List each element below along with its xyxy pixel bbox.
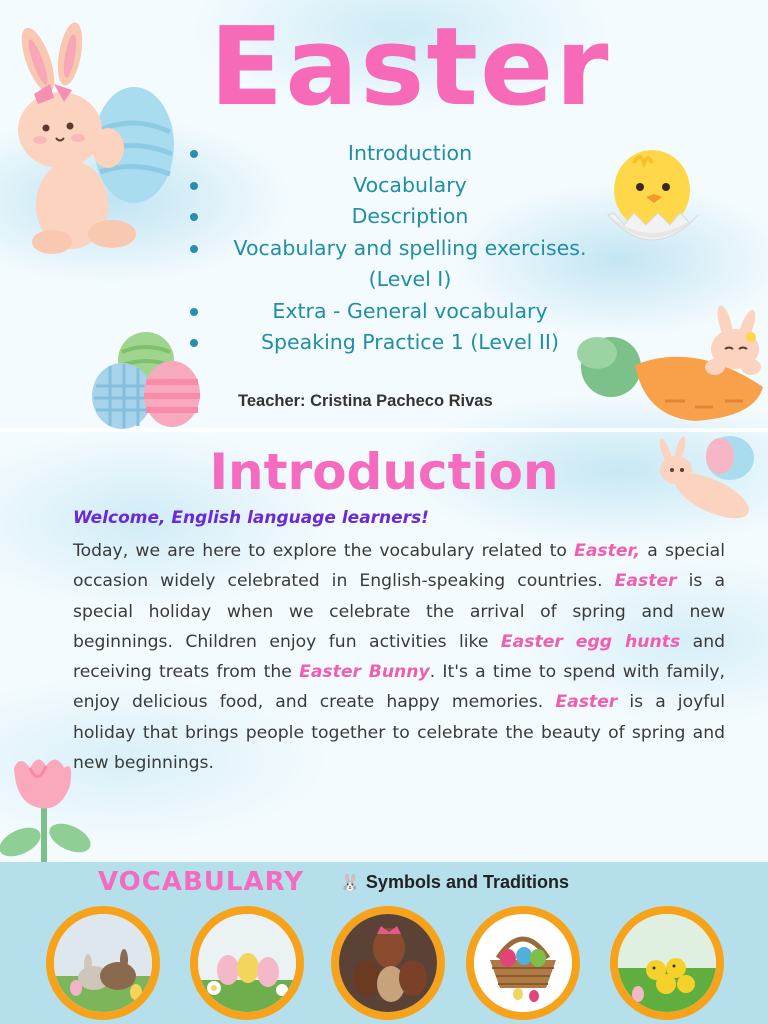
list-item: Speaking Practice 1 (Level II): [190, 327, 620, 359]
paragraph-text: Today, we are here to explore the vocabulary related to: [73, 541, 575, 561]
vocabulary-subtitle: [340, 868, 569, 898]
introduction-paragraph: [73, 536, 725, 778]
keyword: Easter Bunny: [299, 662, 430, 683]
bullet-icon: [190, 182, 198, 190]
welcome-text: Welcome, English language learners!: [73, 508, 429, 528]
list-item: Extra - General vocabulary: [190, 296, 620, 328]
teacher-name: Teacher: Cristina Pacheco Rivas: [238, 392, 493, 410]
list-item: Vocabulary and spelling exercises. (Level I): [190, 233, 620, 296]
vocabulary-subtitle-text: Symbols and Traditions: [365, 872, 569, 892]
paragraph-text: is a joyful holiday that brings people together to celebrate the beauty of spring and new beginnings.: [73, 692, 725, 774]
bullet-icon: [190, 308, 198, 316]
contents-list: [190, 138, 620, 359]
vocab-image-bunnies: [46, 906, 160, 1020]
bullet-icon: [190, 339, 198, 347]
paragraph-text: a special occasion widely celebrated in English-speaking countries.: [73, 541, 725, 592]
keyword: Easter egg hunts: [500, 631, 681, 652]
bullet-icon: [190, 150, 198, 158]
bunny-with-egg-illustration: [0, 20, 180, 260]
paragraph-text: and receiving treats from the: [73, 631, 725, 683]
rabbit-icon: 🐰: [340, 875, 360, 892]
vocab-image-chicks: [610, 906, 724, 1020]
vocabulary-heading: VOCABULARY: [98, 867, 305, 897]
bullet-icon: [190, 213, 198, 221]
vocab-image-eggs: [190, 906, 304, 1020]
bullet-icon: [190, 245, 198, 253]
keyword: Easter: [555, 692, 618, 713]
paragraph-text: is a special holiday when we celebrate the arrival of spring and new beginnings. Children enjoy fun activities like: [73, 571, 725, 652]
butterfly-bunny-illustration: [650, 428, 760, 523]
page-title: Easter: [209, 5, 611, 130]
list-item: Vocabulary: [190, 170, 620, 202]
list-item: Introduction: [190, 138, 620, 170]
list-item: Description: [190, 201, 620, 233]
keyword: Easter: [614, 571, 677, 592]
keyword: Easter,: [574, 541, 641, 561]
paragraph-text: . It's a time to spend with family, enjoy delicious food, and create happy memories.: [73, 662, 725, 713]
vocab-image-chocolate-eggs: [331, 906, 445, 1020]
vocab-image-basket: [466, 906, 580, 1020]
introduction-heading: Introduction: [209, 443, 559, 501]
